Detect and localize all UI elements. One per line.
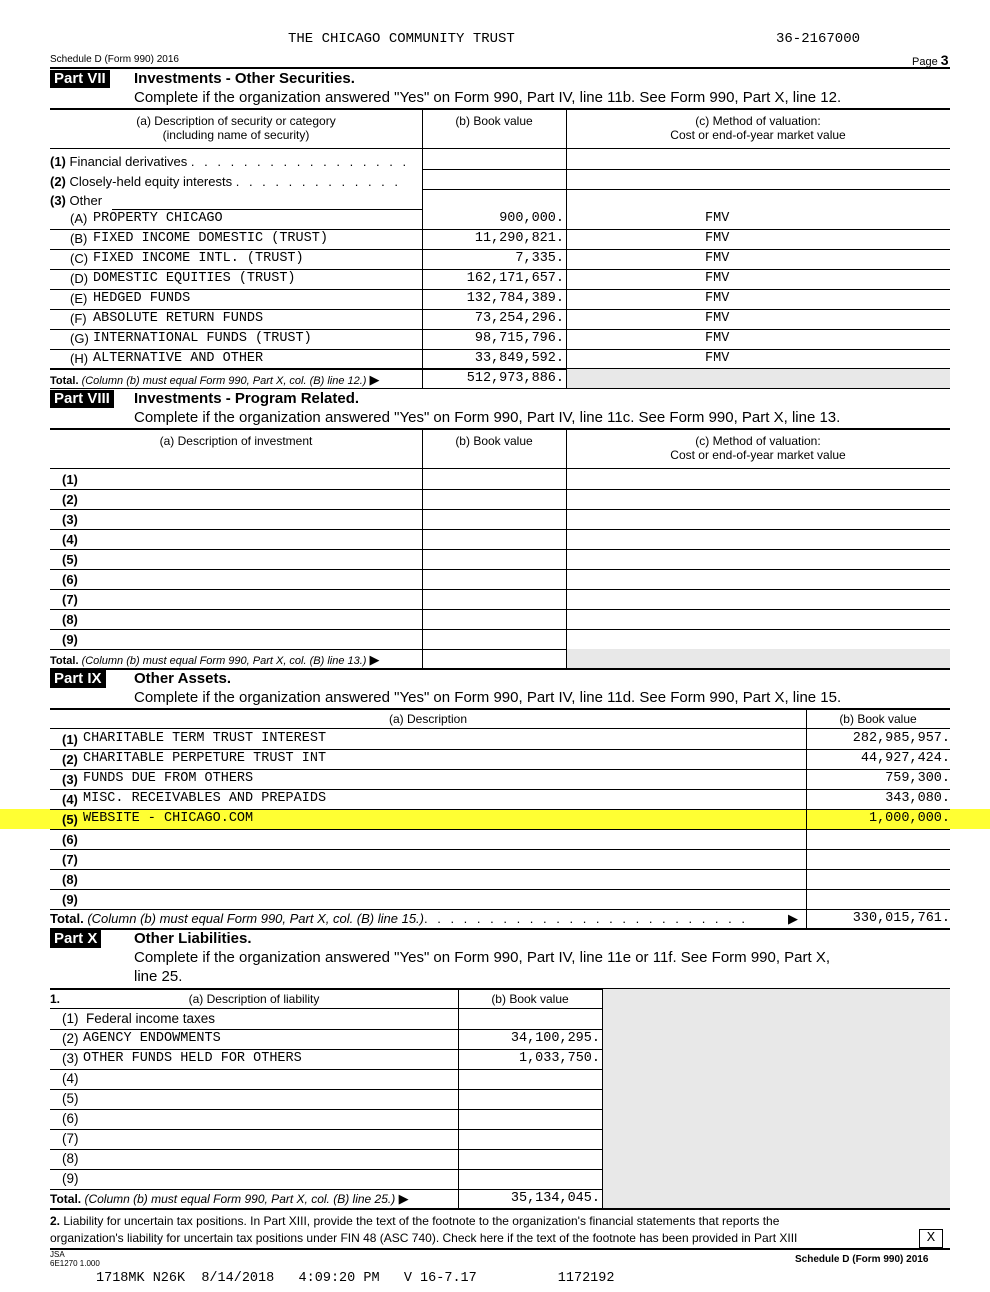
part7-row-letter: (C) <box>70 251 89 266</box>
part9-row-desc: CHARITABLE PERPETURE TRUST INT <box>83 751 327 766</box>
part8-title: Investments - Program Related. <box>134 390 360 407</box>
part7-row-desc: FIXED INCOME DOMESTIC (TRUST) <box>93 231 328 246</box>
part10-row-value <box>458 1089 600 1109</box>
part7-row-desc: PROPERTY CHICAGO <box>93 211 223 226</box>
part10-subtitle-1: Complete if the organization answered "Yes" on Form 990, Part IV, line 11e or 11f. See Form 990, Part X, <box>134 949 831 966</box>
part8-row-num: (6) <box>62 572 78 587</box>
part10-row-desc: OTHER FUNDS HELD FOR OTHERS <box>83 1051 302 1066</box>
part9-title: Other Assets. <box>134 670 231 687</box>
part8-total: Total. (Column (b) must equal Form 990, Part X, col. (B) line 13.) ▶ <box>50 652 380 667</box>
part7-row-desc: INTERNATIONAL FUNDS (TRUST) <box>93 331 312 346</box>
part8-col-c-line1: (c) Method of valuation: <box>695 434 821 448</box>
part10-col-b-header: (b) Book value <box>491 992 569 1006</box>
part7-row-letter: (A) <box>70 211 88 226</box>
part9-row-num: (7) <box>62 852 78 867</box>
part10-row-value <box>458 1129 600 1149</box>
part7-line3: (3) Other <box>50 193 103 208</box>
part9-row-value: 759,300. <box>885 771 950 786</box>
part10-row-value <box>458 1149 600 1169</box>
part9-row-value: 282,985,957. <box>852 731 950 746</box>
arrow-icon: ▶ <box>788 911 798 926</box>
part10-row-num: (8) <box>62 1151 79 1166</box>
part7-line2: (2) Closely-held equity interests . . . . . . . . . . . . . <box>50 174 402 189</box>
part9-row-num: (6) <box>62 832 78 847</box>
part8-subtitle: Complete if the organization answered "Yes" on Form 990, Part IV, line 11c. See Form 990, Part X, line 13. <box>134 409 841 426</box>
part10-total: Total. (Column (b) must equal Form 990, Part X, col. (B) line 25.) ▶ <box>50 1191 409 1206</box>
part7-row-desc: FIXED INCOME INTL. (TRUST) <box>93 251 304 266</box>
part7-col-b-header: (b) Book value <box>455 114 533 128</box>
part10-col-a-header: (a) Description of liability <box>188 992 320 1006</box>
footnote-checkbox[interactable]: X <box>919 1229 943 1248</box>
part10-row-desc: Federal income taxes <box>86 1011 216 1026</box>
part7-row-desc: ABSOLUTE RETURN FUNDS <box>93 311 264 326</box>
part10-line-num: 1. <box>50 992 61 1006</box>
part9-subtitle: Complete if the organization answered "Yes" on Form 990, Part IV, line 11d. See Form 990, Part X, line 15. <box>134 689 842 706</box>
part8-row-num: (3) <box>62 512 78 527</box>
part10-row-value <box>458 1169 600 1189</box>
part10-row-value <box>458 1109 600 1129</box>
part9-row-num: (8) <box>62 872 78 887</box>
part7-label: Part VII <box>50 70 110 88</box>
part8-col-b-header: (b) Book value <box>455 434 533 448</box>
part10-row-value <box>458 1009 600 1029</box>
part9-row-desc: MISC. RECEIVABLES AND PREPAIDS <box>83 791 327 806</box>
part7-row-letter: (F) <box>70 311 87 326</box>
part7-row-method: FMV <box>705 351 730 366</box>
part9-row-value: 44,927,424. <box>860 751 950 766</box>
part10-row-num: (7) <box>62 1131 79 1146</box>
part8-col-c-line2: Cost or end-of-year market value <box>670 448 846 462</box>
part9-row-value <box>806 869 950 889</box>
part9-row-value <box>806 889 950 909</box>
schedule-label: Schedule D (Form 990) 2016 <box>50 54 179 65</box>
part8-col-a-header: (a) Description of investment <box>159 434 313 448</box>
part7-row-method: FMV <box>705 231 730 246</box>
part7-row-letter: (D) <box>70 271 89 286</box>
part7-total: Total. (Column (b) must equal Form 990, Part X, col. (B) line 12.) ▶ <box>50 372 380 387</box>
part9-label: Part IX <box>50 670 106 688</box>
part7-subtitle: Complete if the organization answered "Yes" on Form 990, Part IV, line 11b. See Form 990, Part X, line 12. <box>134 89 842 106</box>
part10-row-num: (6) <box>62 1111 79 1126</box>
part7-col-c-line2: Cost or end-of-year market value <box>670 128 846 142</box>
part9-row-value: 343,080. <box>885 791 950 806</box>
part8-col-c-header <box>566 434 950 462</box>
part7-row-method: FMV <box>705 271 730 286</box>
part8-row-num: (8) <box>62 612 78 627</box>
part9-row-value <box>806 829 950 849</box>
part9-row-num: (4) <box>62 792 78 807</box>
page-number: 3 <box>940 52 949 68</box>
page-indicator <box>912 52 949 68</box>
part10-row-num: (1) <box>62 1011 79 1026</box>
part7-row-value: 162,171,657. <box>466 271 564 286</box>
part9-total-value: 330,015,761. <box>852 911 950 926</box>
part7-row-value: 900,000. <box>499 211 564 226</box>
part10-label: Part X <box>50 930 101 948</box>
part7-col-c-header <box>566 114 950 142</box>
part8-row-num: (4) <box>62 532 78 547</box>
part8-label: Part VIII <box>50 390 114 408</box>
part10-total-value: 35,134,045. <box>510 1191 600 1206</box>
part7-row-value: 33,849,592. <box>474 351 564 366</box>
part9-row-desc: WEBSITE - CHICAGO.COM <box>83 811 254 826</box>
part7-row-method: FMV <box>705 211 730 226</box>
part9-row-num: (5) <box>62 812 78 827</box>
part9-col-a-header: (a) Description <box>388 712 468 726</box>
part8-row-num: (5) <box>62 552 78 567</box>
part10-row-value: 1,033,750. <box>518 1051 600 1066</box>
part10-row-num: (5) <box>62 1091 79 1106</box>
ein: 36-2167000 <box>776 31 861 47</box>
part10-row-num: (2) <box>62 1031 79 1046</box>
part10-line2: 2. Liability for uncertain tax positions. In Part XIII, provide the text of the footnote to the organization's financial statements that reports the organization's liability for uncertain tax positions under FIN 48 (ASC 740). Check here if the text of the footnote has been provided in Part XIII <box>50 1214 798 1245</box>
part7-col-c-line1: (c) Method of valuation: <box>695 114 821 128</box>
part7-row-desc: HEDGED FUNDS <box>93 291 191 306</box>
part10-row-num: (9) <box>62 1171 79 1186</box>
part7-row-method: FMV <box>705 291 730 306</box>
part7-row-method: FMV <box>705 251 730 266</box>
part9-total: Total. (Column (b) must equal Form 990, Part X, col. (B) line 15.). . . . . . . . . . . . . . . . . . . . . . . . . <box>50 911 748 926</box>
part9-row-num: (3) <box>62 772 78 787</box>
part10-row-num: (3) <box>62 1051 79 1066</box>
part9-row-desc: CHARITABLE TERM TRUST INTEREST <box>83 731 327 746</box>
print-line: 1718MK N26K 8/14/2018 4:09:20 PM V 16-7.17 1172192 <box>96 1271 615 1286</box>
part7-row-desc: ALTERNATIVE AND OTHER <box>93 351 264 366</box>
part7-row-value: 98,715,796. <box>474 331 564 346</box>
part9-row-num: (1) <box>62 732 78 747</box>
part9-row-num: (2) <box>62 752 78 767</box>
footer-schedule: Schedule D (Form 990) 2016 <box>795 1254 929 1265</box>
footer-codes: JSA 6E1270 1.000 <box>50 1250 100 1268</box>
part8-row-num: (1) <box>62 472 78 487</box>
part10-title: Other Liabilities. <box>134 930 252 947</box>
part7-col-a-line2: (including name of security) <box>162 128 310 142</box>
part9-row-num: (9) <box>62 892 78 907</box>
part7-line1: (1) Financial derivatives . . . . . . . . . . . . . . . . . <box>50 154 410 169</box>
part10-row-value: 34,100,295. <box>510 1031 600 1046</box>
part9-col-b-header: (b) Book value <box>839 712 917 726</box>
part8-row-num: (9) <box>62 632 78 647</box>
part7-row-value: 11,290,821. <box>474 231 564 246</box>
part9-row-desc: FUNDS DUE FROM OTHERS <box>83 771 254 786</box>
part7-row-desc: DOMESTIC EQUITIES (TRUST) <box>93 271 296 286</box>
part7-title: Investments - Other Securities. <box>134 70 355 87</box>
part7-row-method: FMV <box>705 311 730 326</box>
part7-row-letter: (H) <box>70 351 89 366</box>
part8-row-num: (7) <box>62 592 78 607</box>
part7-row-letter: (E) <box>70 291 88 306</box>
part7-row-value: 73,254,296. <box>474 311 564 326</box>
part10-row-value <box>458 1069 600 1089</box>
part7-col-a-header <box>50 114 422 142</box>
part7-row-letter: (G) <box>70 331 89 346</box>
org-name: THE CHICAGO COMMUNITY TRUST <box>288 31 515 47</box>
part7-row-method: FMV <box>705 331 730 346</box>
part10-subtitle-2: line 25. <box>134 968 183 985</box>
part10-row-desc: AGENCY ENDOWMENTS <box>83 1031 221 1046</box>
page-label: Page <box>912 56 938 68</box>
part7-col-a-line1: (a) Description of security or category <box>136 114 336 128</box>
part7-row-value: 7,335. <box>515 251 564 266</box>
part7-row-letter: (B) <box>70 231 88 246</box>
part7-row-value: 132,784,389. <box>466 291 564 306</box>
part9-row-value <box>806 849 950 869</box>
part8-row-num: (2) <box>62 492 78 507</box>
part7-total-value: 512,973,886. <box>466 371 564 386</box>
part10-row-num: (4) <box>62 1071 79 1086</box>
part9-row-value: 1,000,000. <box>868 811 950 826</box>
